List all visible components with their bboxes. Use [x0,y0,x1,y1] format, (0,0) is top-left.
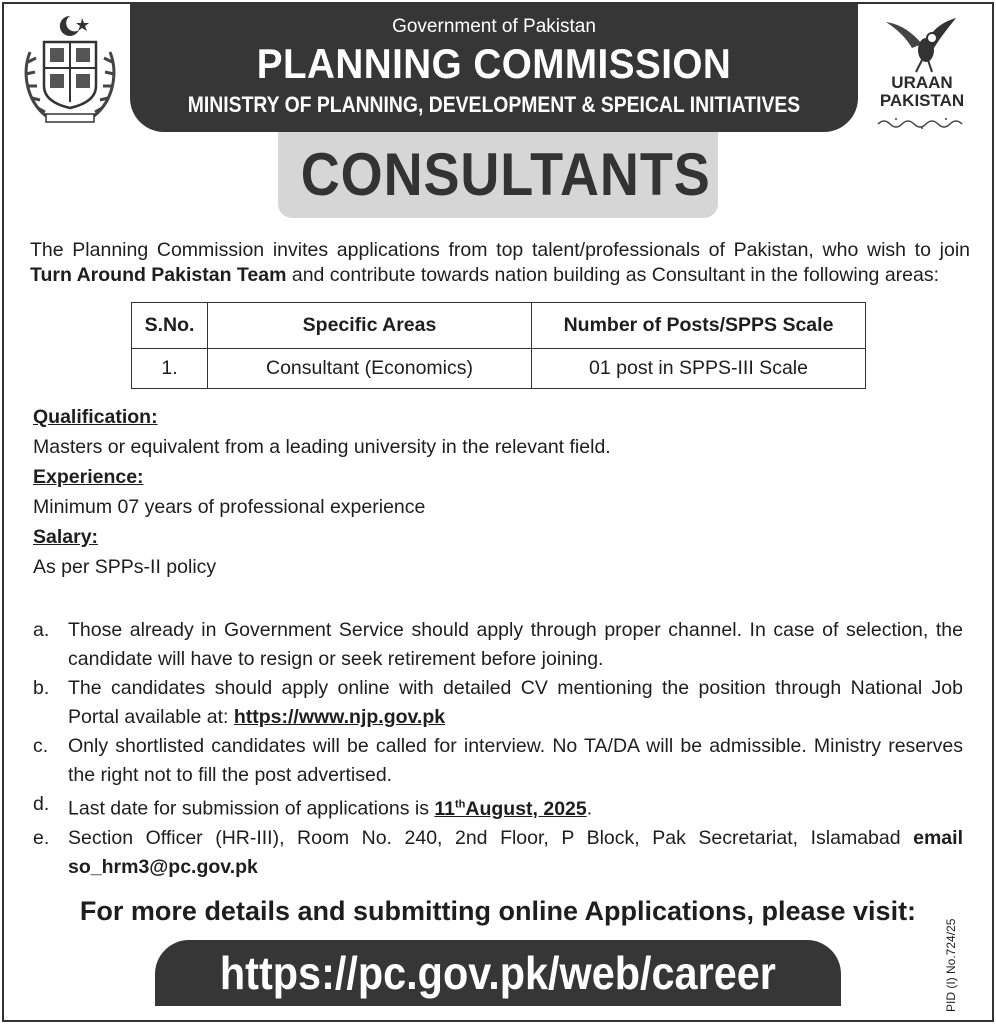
list-item [33,732,963,790]
title-box [278,132,718,218]
list-item [33,674,963,732]
intro-paragraph [30,238,970,288]
qualification-heading: Qualification: [33,406,158,428]
last-date-rest: August, 2025 [465,797,587,820]
experience-text: Minimum 07 years of professional experience [33,496,426,518]
uraan-line1: URAAN [891,73,953,92]
government-line: Government of Pakistan [392,16,596,37]
note-text [68,824,963,882]
posts-table [131,302,866,389]
last-date [434,798,586,820]
uraan-line2: PAKISTAN [879,91,965,110]
header-sno: S.No. [132,303,208,349]
pid-number: PID (I) No.724/25 [944,918,958,1012]
table-header-row [132,303,866,349]
career-url-banner [155,940,841,1006]
note-mark: c. [33,735,49,757]
note-d-text: Last date for submission of applications is [68,797,435,820]
note-mark: a. [33,619,50,641]
page-title: CONSULTANTS [300,141,711,208]
note-text [68,674,963,732]
note-text: Only shortlisted candidates will be called for interview. No TA/DA will be admissible. Ministry reserves the right not to fill the post advertised. [68,735,963,786]
cell-area: Consultant (Economics) [208,349,532,389]
cell-posts: 01 post in SPPS-III Scale [532,349,866,389]
salary-text: As per SPPs-II policy [33,556,217,578]
state-emblem-icon [16,12,124,128]
header-areas: Specific Areas [208,303,532,349]
commission-title: PLANNING COMMISSION [256,40,732,87]
cell-sno: 1. [132,349,208,389]
note-text [68,790,963,824]
table-row [132,349,866,389]
uraan-pakistan-logo [862,14,982,144]
njp-link[interactable]: https://www.njp.gov.pk [233,706,446,728]
note-mark: d. [33,793,50,815]
last-date-sup: th [454,798,466,810]
ministry-title: MINISTRY OF PLANNING, DEVELOPMENT & SPEICAL INITIATIVES [187,92,801,117]
intro-text-2: and contribute towards nation building as Consultant in the following areas: [286,264,940,286]
notes-list [33,616,963,882]
note-e-text: Section Officer (HR-III), Room No. 240, 2nd Floor, P Block, Pak Secretariat, Islamabad [68,826,914,849]
list-item [33,824,963,882]
email-label: email [913,826,963,849]
intro-text-1: The Planning Commission invites applications from top talent/professionals of Pakistan, who wish to join [30,239,970,261]
note-d-end: . [586,797,593,820]
intro-bold: Turn Around Pakistan Team [30,264,287,286]
list-item [33,616,963,674]
header-posts: Number of Posts/SPPS Scale [532,303,866,349]
qualification-text: Masters or equivalent from a leading university in the relevant field. [33,436,611,458]
header-banner [130,4,858,132]
note-b-text: The candidates should apply online with detailed CV mentioning the position through National Job Portal available at: [68,677,963,728]
list-item [33,790,963,824]
urdu-tagline-icon [876,116,968,130]
more-details-line: For more details and submitting online Applications, please visit: [79,896,917,926]
last-date-day: 11 [434,797,455,820]
experience-heading: Experience: [33,466,144,488]
requirements-section [33,402,611,582]
eagle-icon [882,14,962,74]
email-address[interactable]: so_hrm3@pc.gov.pk [68,855,258,878]
note-text: Those already in Government Service should apply through proper channel. In case of selection, the candidate will have to resign or seek retirement before joining. [68,619,963,670]
note-mark: e. [33,826,50,849]
note-mark: b. [33,677,50,699]
career-url[interactable]: https://pc.gov.pk/web/career [220,947,776,999]
salary-heading: Salary: [33,526,99,548]
